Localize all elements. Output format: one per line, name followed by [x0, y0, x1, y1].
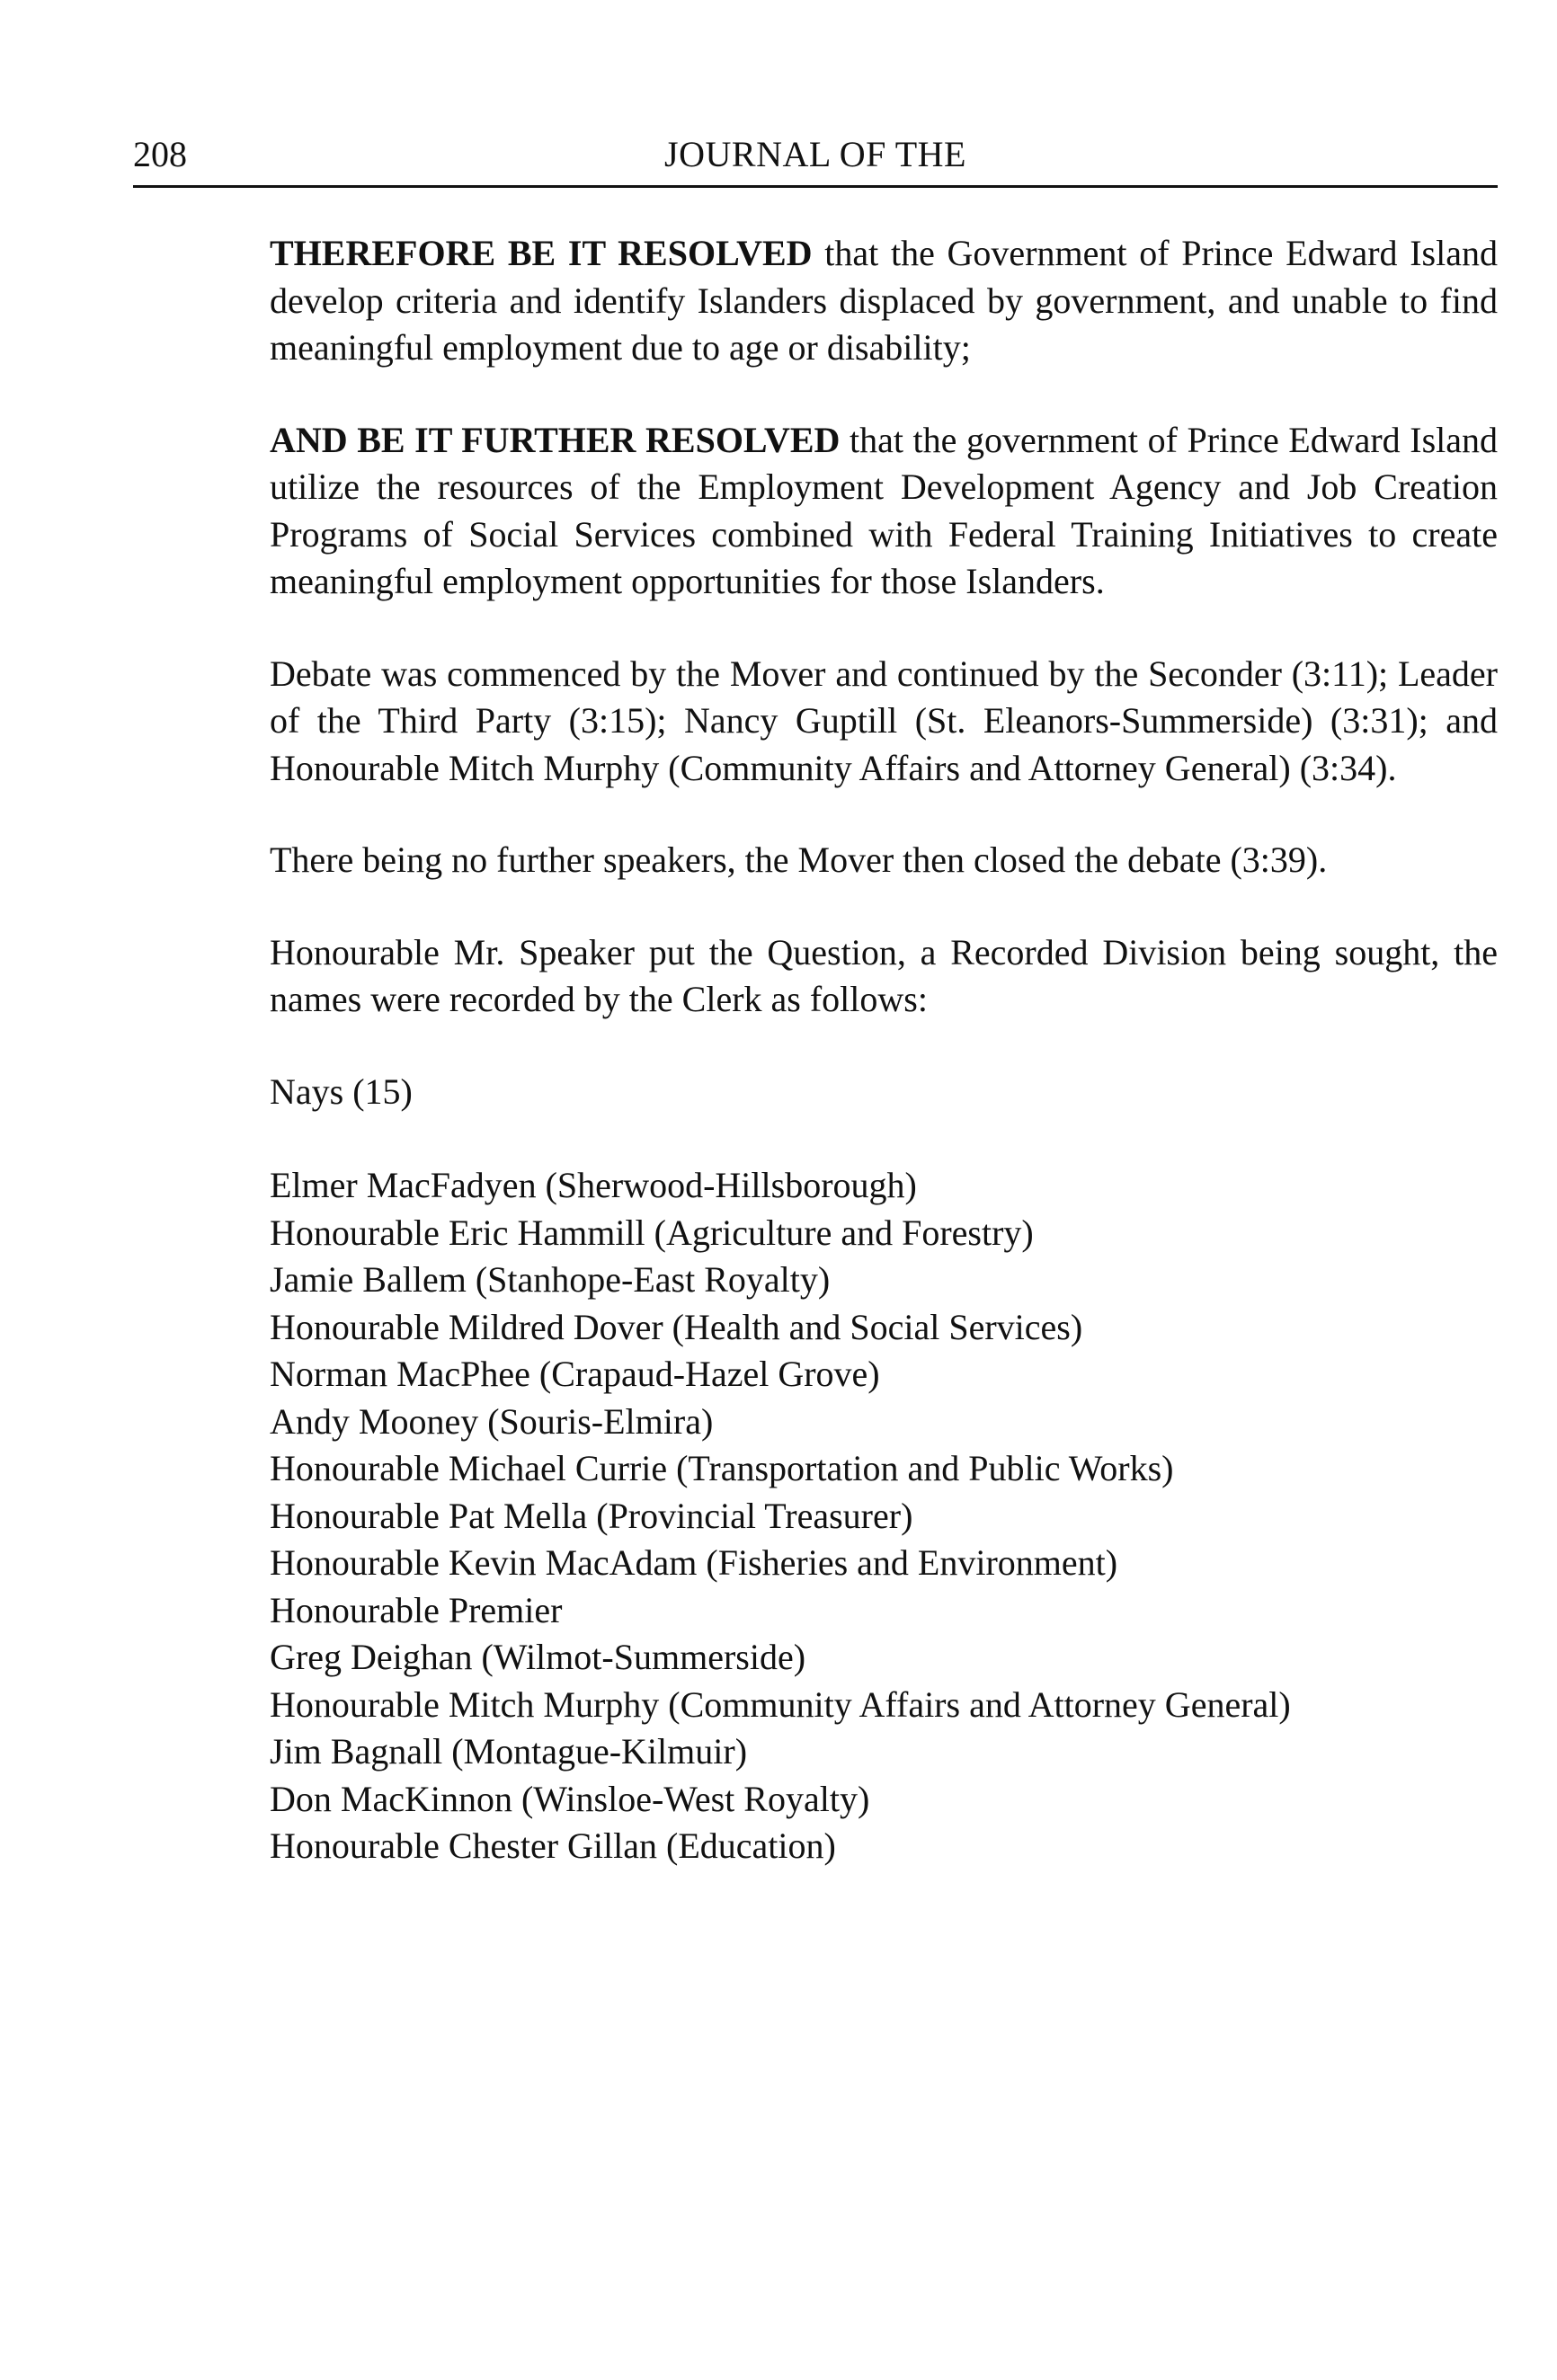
further-resolution-paragraph: [270, 417, 1498, 606]
list-item: Honourable Premier: [270, 1589, 563, 1630]
page-number: 208: [133, 134, 187, 174]
list-item: Elmer MacFadyen (Sherwood-Hillsborough): [270, 1165, 917, 1205]
list-item: Honourable Chester Gillan (Education): [270, 1825, 836, 1866]
header-rule: [133, 185, 1498, 188]
debate-paragraph: Debate was commenced by the Mover and continued by the Seconder (3:11); Leader of the Third Party (3:15); Nancy Guptill (St. Eleanors-Summerside) (3:31); and Honourable Mitch Murphy (Community Affairs and Attorney General) (3:34).: [270, 653, 1498, 788]
list-item: Jim Bagnall (Montague-Kilmuir): [270, 1731, 748, 1772]
list-item: Honourable Eric Hammill (Agriculture and Forestry): [270, 1212, 1034, 1253]
resolution-paragraph: [270, 230, 1498, 372]
nays-list: [270, 1162, 1498, 1870]
nays-heading: Nays (15): [270, 1070, 413, 1112]
question-paragraph: Honourable Mr. Speaker put the Question, a Recorded Division being sought, the names were recorded by the Clerk as follows:: [270, 931, 1498, 1019]
further-resolution-lead: AND BE IT FURTHER RESOLVED: [270, 419, 841, 460]
list-item: Honourable Michael Currie (Transportation and Public Works): [270, 1448, 1174, 1488]
list-item: Honourable Pat Mella (Provincial Treasurer): [270, 1495, 913, 1536]
list-item: Andy Mooney (Souris-Elmira): [270, 1400, 714, 1442]
list-item: Honourable Mildred Dover (Health and Social Services): [270, 1306, 1083, 1347]
list-item: Honourable Mitch Murphy (Community Affairs and Attorney General): [270, 1683, 1291, 1725]
list-item: Greg Deighan (Wilmot-Summerside): [270, 1637, 806, 1677]
page-header: [133, 131, 1498, 183]
list-item: Jamie Ballem (Stanhope-East Royalty): [270, 1259, 831, 1300]
resolution-lead: THEREFORE BE IT RESOLVED: [270, 233, 813, 273]
further-resolution-text: that the government of Prince Edward Island utilize the resources of the Employment Development Agency and Job Creation Programs of Social Services combined with Federal Training Initiatives to create meaningful employment opportunities for those Islanders.: [270, 419, 1499, 601]
list-item: Don MacKinnon (Winsloe-West Royalty): [270, 1778, 870, 1819]
journal-body: [270, 230, 1498, 1870]
list-item: Norman MacPhee (Crapaud-Hazel Grove): [270, 1354, 880, 1394]
resolution-text: that the Government of Prince Edward Island develop criteria and identify Islanders displaced by government, and unable to find meaningful employment due to age or disability;: [270, 233, 1498, 368]
debate-closed-paragraph: There being no further speakers, the Mover then closed the debate (3:39).: [270, 839, 1328, 880]
running-title: JOURNAL OF THE: [664, 134, 966, 174]
list-item: Honourable Kevin MacAdam (Fisheries and Environment): [270, 1542, 1118, 1583]
